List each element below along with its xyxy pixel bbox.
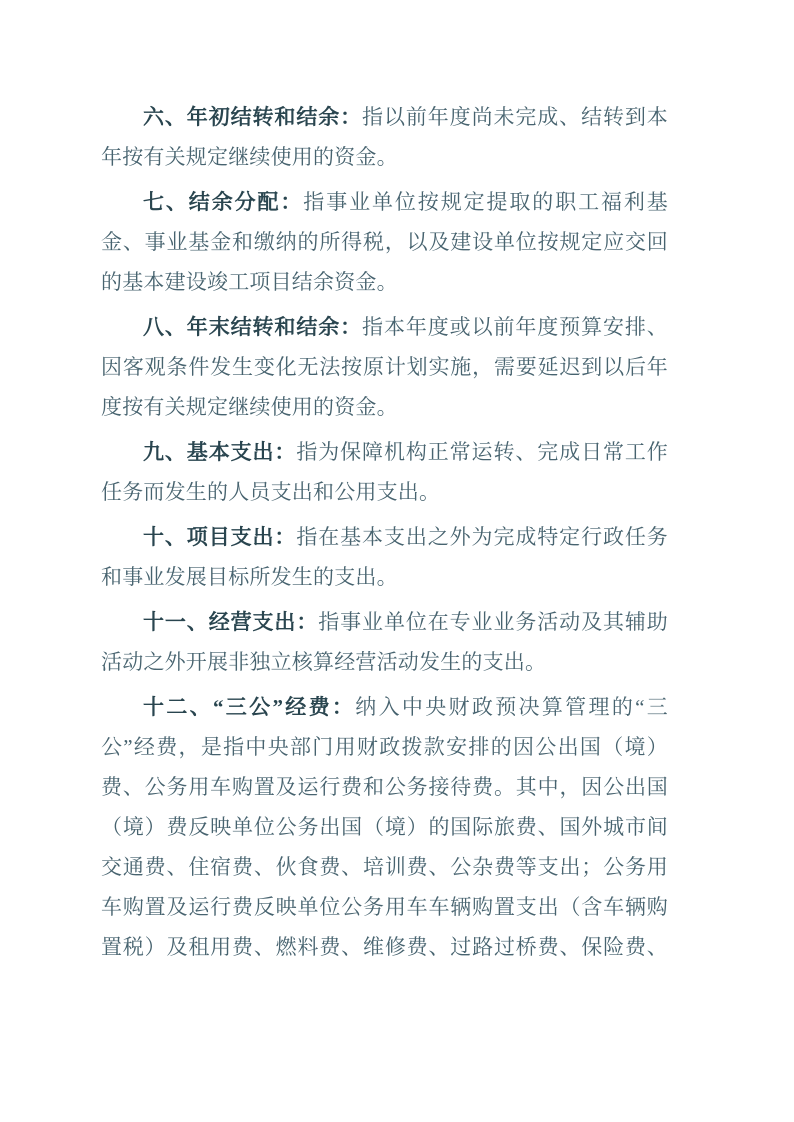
text-line: 因客观条件发生变化无法按原计划实施，需要延迟到以后年 — [101, 355, 668, 379]
text-line: 公”经费，是指中央部门用财政拨款安排的因公出国（境） — [101, 735, 668, 759]
text-line: 十二、“三公”经费：纳入中央财政预决算管理的“三 — [143, 695, 668, 719]
text-line: 任务而发生的人员支出和公用支出。 — [101, 480, 441, 504]
text-line: 的基本建设竣工项目结余资金。 — [101, 270, 398, 294]
term-heading: 十、项目支出： — [143, 525, 297, 549]
text-line: 置税）及租用费、燃料费、维修费、过路过桥费、保险费、 — [101, 935, 668, 959]
text-line: 六、年初结转和结余：指以前年度尚未完成、结转到本 — [143, 105, 668, 129]
paragraph-3 — [101, 307, 668, 427]
term-heading: 九、基本支出： — [143, 440, 297, 464]
paragraph-4 — [101, 432, 668, 512]
paragraph-6 — [101, 602, 668, 682]
paragraph-7 — [101, 687, 668, 967]
text-line: （境）费反映单位公务出国（境）的国际旅费、国外城市间 — [101, 815, 668, 839]
text-line: 九、基本支出：指为保障机构正常运转、完成日常工作 — [143, 440, 668, 464]
text-line: 交通费、住宿费、伙食费、培训费、公杂费等支出；公务用 — [101, 855, 668, 879]
text-line: 十、项目支出：指在基本支出之外为完成特定行政任务 — [143, 525, 668, 549]
text-line: 度按有关规定继续使用的资金。 — [101, 395, 398, 419]
text-line: 金、事业基金和缴纳的所得税，以及建设单位按规定应交回 — [101, 230, 668, 254]
text-line: 费、公务用车购置及运行费和公务接待费。其中，因公出国 — [101, 775, 668, 799]
paragraph-1 — [101, 97, 668, 177]
term-heading: 七、结余分配： — [143, 190, 304, 214]
paragraph-5 — [101, 517, 668, 597]
text-line: 十一、经营支出：指事业单位在专业业务活动及其辅助 — [143, 610, 668, 634]
text-line: 活动之外开展非独立核算经营活动发生的支出。 — [101, 650, 547, 674]
text-line: 年按有关规定继续使用的资金。 — [101, 145, 398, 169]
text-line: 和事业发展目标所发生的支出。 — [101, 565, 398, 589]
text-line: 车购置及运行费反映单位公务用车车辆购置支出（含车辆购 — [101, 895, 668, 919]
document-body — [101, 92, 668, 972]
term-heading: 六、年初结转和结余： — [143, 105, 363, 129]
text-line: 七、结余分配：指事业单位按规定提取的职工福利基 — [143, 190, 668, 214]
term-heading: 八、年末结转和结余： — [143, 315, 363, 339]
term-heading: 十一、经营支出： — [143, 610, 319, 634]
term-heading: 十二、“三公”经费： — [143, 695, 356, 719]
text-line: 八、年末结转和结余：指本年度或以前年度预算安排、 — [143, 315, 668, 339]
paragraph-2 — [101, 182, 668, 302]
